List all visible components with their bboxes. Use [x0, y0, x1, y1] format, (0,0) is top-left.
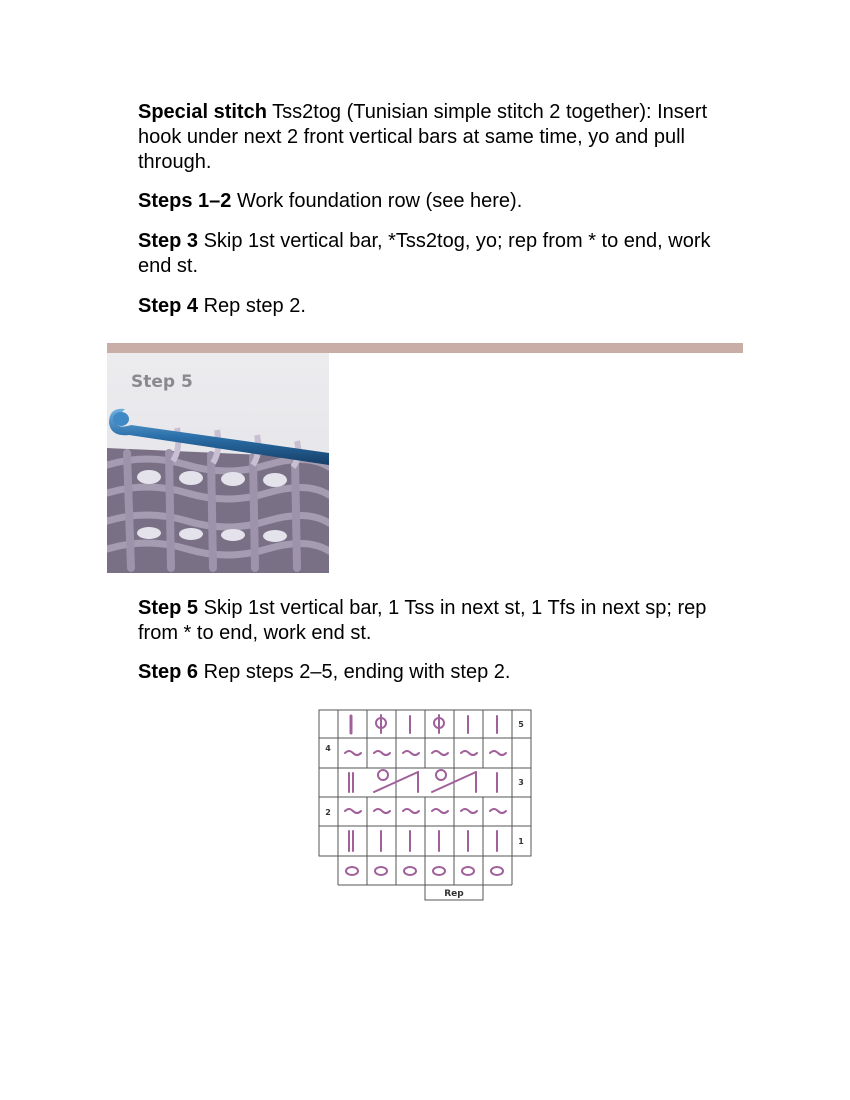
- special-stitch-text: Tss2tog (Tunisian simple stitch 2 together): Insert hook under next 2 front vertical bars at same time, yo and pull through.: [138, 101, 708, 173]
- special-stitch-label: Special stitch: [138, 101, 267, 123]
- step-6-paragraph: [138, 660, 748, 685]
- step-5-photo: [107, 353, 329, 573]
- step-4-text: Rep step 2.: [198, 295, 306, 317]
- photo-step-label: Step 5: [131, 372, 193, 392]
- stitch-chart: [318, 709, 532, 901]
- step-6-text: Rep steps 2–5, ending with step 2.: [198, 661, 511, 683]
- steps-1-2-label: Steps 1–2: [138, 190, 232, 212]
- row-number-1: 1: [518, 837, 524, 846]
- row-number-2: 2: [325, 808, 331, 817]
- repeat-label: Rep: [444, 889, 464, 899]
- row-number-4: 4: [325, 744, 331, 753]
- step-3-label: Step 3: [138, 230, 199, 252]
- row-number-5: 5: [518, 720, 524, 729]
- section-divider-bar: [107, 343, 743, 353]
- step-3-paragraph: [138, 229, 748, 279]
- step-4-label: Step 4: [138, 295, 199, 317]
- special-stitch-paragraph: [138, 100, 748, 175]
- row-number-3: 3: [518, 778, 524, 787]
- step-5-paragraph: [138, 596, 748, 646]
- step-3-text: Skip 1st vertical bar, *Tss2tog, yo; rep from * to end, work end st.: [138, 230, 711, 277]
- step-5-text: Skip 1st vertical bar, 1 Tss in next st, 1 Tfs in next sp; rep from * to end, work end st.: [138, 597, 707, 644]
- steps-1-2-paragraph: [138, 189, 748, 214]
- steps-1-2-text: Work foundation row (see here).: [231, 190, 523, 212]
- step-4-paragraph: [138, 294, 748, 319]
- step-6-label: Step 6: [138, 661, 199, 683]
- step-5-label: Step 5: [138, 597, 199, 619]
